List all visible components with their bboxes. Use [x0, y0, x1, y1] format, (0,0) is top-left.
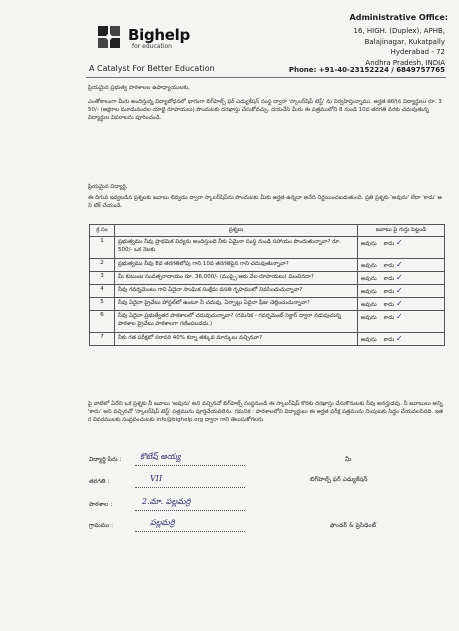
signature-line-1: మీ — [345, 456, 352, 463]
footer-notes: పై వాటిలో ఏదేని ఒక ప్రశ్నకు నీ జవాబు 'అవును' అని వచ్చినచో బిగ్‌హెల్ప్ సంస్థనుండి ఈ స్కాలర్‌షిప్ కొరకు దరఖాస్తు చేసుకొనుటకు నీవు అనర్హుడవు. నీ జవాబులు అన్ని 'కాదు' అని వచ్చినచో 'స్కాలర్‌షిప్ టెస్ట్' పత్రమును పూర్తిచేయవలెను. గమనిక : పాఠశాలలోని విద్యార్థులు ఈ అర్హత పరీక్ష పత్రమును నింపుటకు సిద్ధం చేయవలసినది. ఇతర వివరములకు సంప్రదించుటకు info@bighelp.org ద్వారా గాని తెలుసుకోగలరు. — [88, 401, 443, 423]
answer-yes: అవును — [361, 302, 377, 308]
row-number: 5 — [90, 298, 115, 311]
table-header-row — [90, 225, 445, 237]
table-row — [90, 272, 445, 285]
intro-paragraph: ఎంతోకాలంగా మీరు అందిస్తున్న విద్యాబోధనలో భాగంగా బిగ్‌హెల్ప్ ఫర్ ఎడ్యుకేషన్ సంస్థ ద్వారా 'స్కాలర్‌షిప్ టెస్ట్' ను నిర్వహిస్తున్నాము. అర్హత కలిగిన విద్యార్థులు రూ. 350/- (అక్షరాల మూడువందల యాభై రూపాయలు) పొందుటకు దరఖాస్తు చేసుకోవచ్చు. దయచేసి మీరు ఈ పత్రములోని 8 నుండి 10వ తరగతి వరకు చదువుతున్న విద్యార్థుల వివరాలను పూరించండి. — [88, 99, 442, 121]
office-title: Administrative Office: — [349, 13, 448, 22]
answer-cell[interactable] — [358, 311, 445, 333]
answer-yes: అవును — [361, 289, 377, 295]
column-header-number: క్ర.సం — [90, 225, 115, 237]
table-row — [90, 237, 445, 259]
office-address — [285, 26, 445, 68]
check-mark-icon: ✓ — [395, 260, 403, 269]
field-value-village[interactable]: పల్లమర్రి — [150, 518, 175, 527]
signature-organisation: బిగ్‌హెల్ప్ ఫర్ ఎడ్యుకేషన్ — [310, 476, 368, 483]
answer-yes: అవును — [361, 241, 377, 247]
check-mark-icon: ✓ — [395, 299, 403, 308]
answer-no: కాదు — [383, 276, 395, 282]
address-line: Balajinagar, Kukatpally — [364, 37, 445, 46]
instructions-paragraph: ఈ దిగువ ఇవ్వబడిన ప్రశ్నలకు జవాబు లివ్వడం ద్వారా స్కాలర్‌షిప్‌ను పొందుటకు మీకు అర్హత ఉన్నదా అనేది నిర్ణయించబడుతుంది. ప్రతి ప్రశ్నకు 'అవును' లేదా 'కాదు' అని టిక్ చేయండి. — [88, 195, 442, 209]
field-value-school[interactable]: 2.మా. పల్లమర్రి — [142, 497, 191, 506]
answer-no: కాదు — [383, 289, 395, 295]
student-salutation: ప్రియమైన విద్యార్థి, — [88, 184, 128, 190]
answer-cell[interactable] — [358, 272, 445, 285]
answer-cell[interactable] — [358, 237, 445, 259]
row-number: 6 — [90, 311, 115, 333]
field-value-student-name[interactable]: కొటేష్ అయ్య — [140, 452, 181, 461]
question-text: మీ కుటుంబ సంవత్సరాదాయం రూ. 36,000/- (ముప్పై ఆరు వేల రూపాయలు) మించినదా? — [115, 272, 358, 285]
question-text: ప్రభుత్వము నీవు ప్రాథమిక విద్యను అందిస్తుంది నీకు ఏమైనా సంస్థ నుండి సహాయం పొందుతున్నావా? రూ. 500/- ఒక నెలకు — [115, 237, 358, 259]
field-underline — [135, 510, 245, 511]
signature-title: ఫౌండర్ & ప్రెసిడెంట్ — [330, 522, 377, 529]
answer-yes: అవును — [361, 263, 377, 269]
answer-cell[interactable] — [358, 259, 445, 272]
column-header-questions: ప్రశ్నలు — [115, 225, 358, 237]
question-text: నీవు ఏదైనా ప్రభుత్వేతర పాఠశాలలో చదువుచున్నావా? (గమనిక - గవర్నమెంట్ సెక్టార్ ద్వారా నడుపుచున్న పాఠశాల ప్రైవేటు పాఠశాలగా గణింపబడదు.) — [115, 311, 358, 333]
table-row — [90, 298, 445, 311]
field-label-student-name: విద్యార్థి పేరు : — [89, 456, 122, 463]
check-mark-icon: ✓ — [395, 238, 403, 247]
office-phone: Phone: +91-40-23152224 / 6849757765 — [288, 66, 445, 74]
address-line: Hyderabad - 72 — [390, 48, 445, 56]
field-underline — [135, 487, 245, 488]
question-text: నీవు గవర్నమెంటు గాని ఏదైనా సాంఘిక సంక్షేమ వసతి గృహములో నివసించుచున్నావా? — [115, 285, 358, 298]
answer-yes: అవును — [361, 315, 377, 321]
table-row — [90, 311, 445, 333]
header-divider — [86, 77, 446, 78]
check-mark-icon: ✓ — [395, 273, 403, 282]
row-number: 7 — [90, 333, 115, 346]
field-value-class[interactable]: VII — [150, 474, 163, 483]
answer-no: కాదు — [383, 302, 395, 308]
table-row — [90, 285, 445, 298]
question-text: ప్రభుత్వము నీవు 8వ తరగతిలోపు గాని 10వ తరగతిపైన గాని చదువుతున్నావా? — [115, 259, 358, 272]
field-label-class: తరగతి : — [89, 478, 110, 485]
question-text: నీవు ఏదైనా ప్రైవేటు హాస్టల్‌లో ఉంటూ నీ చదువు, ఏర్పాట్లు ఏదైనా ఫీజు చెల్లించుచున్నావా? — [115, 298, 358, 311]
answer-no: కాదు — [383, 241, 395, 247]
field-underline — [135, 465, 245, 466]
check-mark-icon: ✓ — [395, 312, 403, 321]
table-row — [90, 333, 445, 346]
salutation: ప్రియమైన ప్రభుత్వ పాఠశాలల ఉపాధ్యాయులకు, — [88, 85, 190, 91]
field-label-village: గ్రామము : — [89, 522, 114, 529]
column-header-answer: జవాబు పై గుర్తు పెట్టండి — [358, 225, 445, 237]
answer-cell[interactable] — [358, 298, 445, 311]
field-label-school: పాఠశాల : — [89, 501, 113, 508]
answer-yes: అవును — [361, 337, 377, 343]
answer-no: కాదు — [383, 263, 395, 269]
answer-no: కాదు — [383, 315, 395, 321]
row-number: 2 — [90, 259, 115, 272]
brand-subtitle: for education — [132, 43, 172, 50]
check-mark-icon: ✓ — [395, 286, 403, 295]
row-number: 3 — [90, 272, 115, 285]
address-line: Andhra Pradesh, INDIA — [365, 58, 445, 67]
check-mark-icon: ✓ — [395, 334, 403, 343]
eligibility-table — [89, 224, 445, 346]
row-number: 4 — [90, 285, 115, 298]
answer-yes: అవును — [361, 276, 377, 282]
question-text: నీకు గత పరీక్షలో సరాసరి 40% కన్నా తక్కువ మార్కులు వచ్చినవా? — [115, 333, 358, 346]
field-underline — [135, 531, 245, 532]
address-line: 16, HIGH. (Duplex), APHB, — [353, 27, 445, 35]
tagline: A Catalyst For Better Education — [89, 64, 215, 73]
bighelp-logo-icon — [96, 22, 126, 50]
brand-name: Bighelp — [128, 26, 190, 44]
row-number: 1 — [90, 237, 115, 259]
answer-cell[interactable] — [358, 333, 445, 346]
answer-cell[interactable] — [358, 285, 445, 298]
table-row — [90, 259, 445, 272]
answer-no: కాదు — [383, 337, 395, 343]
